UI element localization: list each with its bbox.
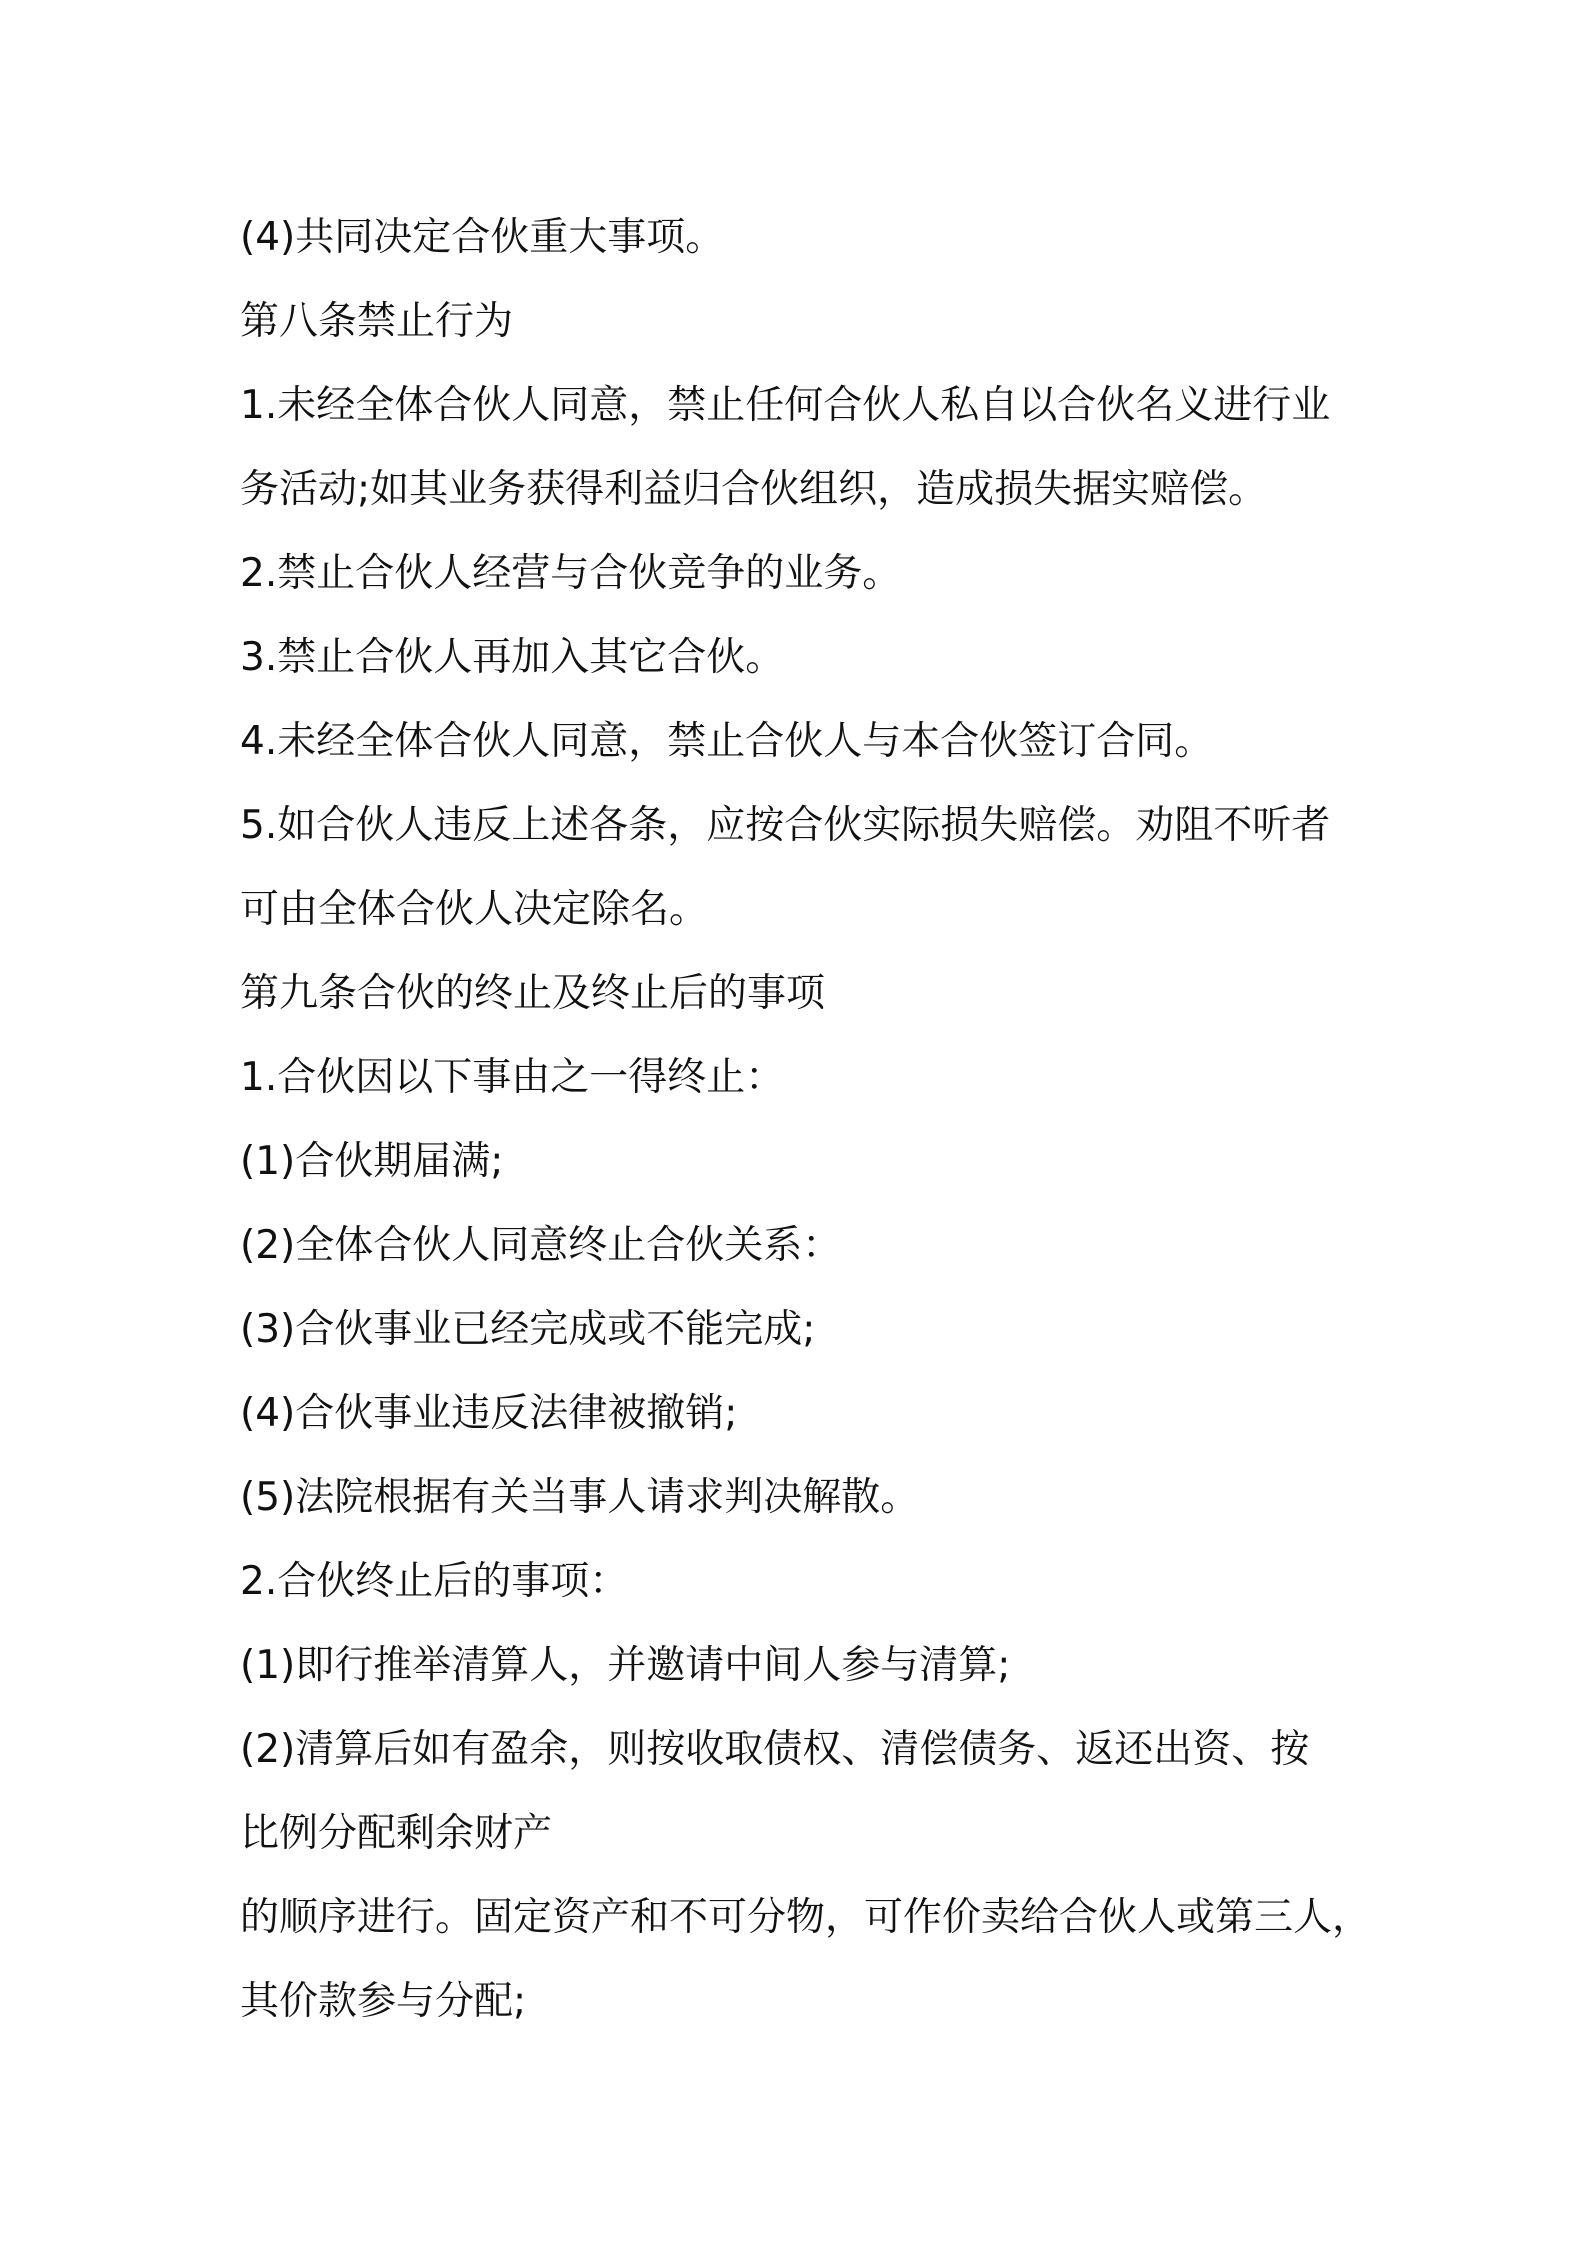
text-line: (4)共同决定合伙重大事项。 <box>240 215 725 260</box>
text-line: (4)合伙事业违反法律被撤销; <box>240 1391 738 1436</box>
text-line: (3)合伙事业已经完成或不能完成; <box>240 1307 816 1352</box>
text-line: 可由全体合伙人决定除名。 <box>240 887 709 932</box>
text-line: 比例分配剩余财产 <box>240 1811 553 1856</box>
text-line: 务活动;如其业务获得利益归合伙组织，造成损失据实赔偿。 <box>240 467 1268 512</box>
text-line: 5.如合伙人违反上述各条，应按合伙实际损失赔偿。劝阻不听者 <box>240 803 1331 848</box>
text-line: (1)合伙期届满; <box>240 1139 504 1184</box>
text-line: 2.禁止合伙人经营与合伙竞争的业务。 <box>240 551 902 596</box>
text-line: (2)全体合伙人同意终止合伙关系： <box>240 1223 842 1268</box>
text-line: 1.合伙因以下事由之一得终止： <box>240 1055 785 1100</box>
text-line: 4.未经全体合伙人同意，禁止合伙人与本合伙签订合同。 <box>240 719 1214 764</box>
text-line: 其价款参与分配; <box>240 1979 527 2024</box>
section-heading: 第九条合伙的终止及终止后的事项 <box>240 971 826 1016</box>
document-body <box>240 196 1372 2044</box>
text-line: 3.禁止合伙人再加入其它合伙。 <box>240 635 785 680</box>
section-heading: 第八条禁止行为 <box>240 299 514 344</box>
text-line: (1)即行推举清算人，并邀请中间人参与清算; <box>240 1643 1011 1688</box>
text-line: 1.未经全体合伙人同意，禁止任何合伙人私自以合伙名义进行业 <box>240 383 1331 428</box>
text-line: 的顺序进行。固定资产和不可分物，可作价卖给合伙人或第三人， <box>240 1895 1372 1940</box>
text-line: (5)法院根据有关当事人请求判决解散。 <box>240 1475 920 1520</box>
text-line: (2)清算后如有盈余，则按收取债权、清偿债务、返还出资、按 <box>240 1727 1310 1772</box>
text-line: 2.合伙终止后的事项： <box>240 1559 629 1604</box>
